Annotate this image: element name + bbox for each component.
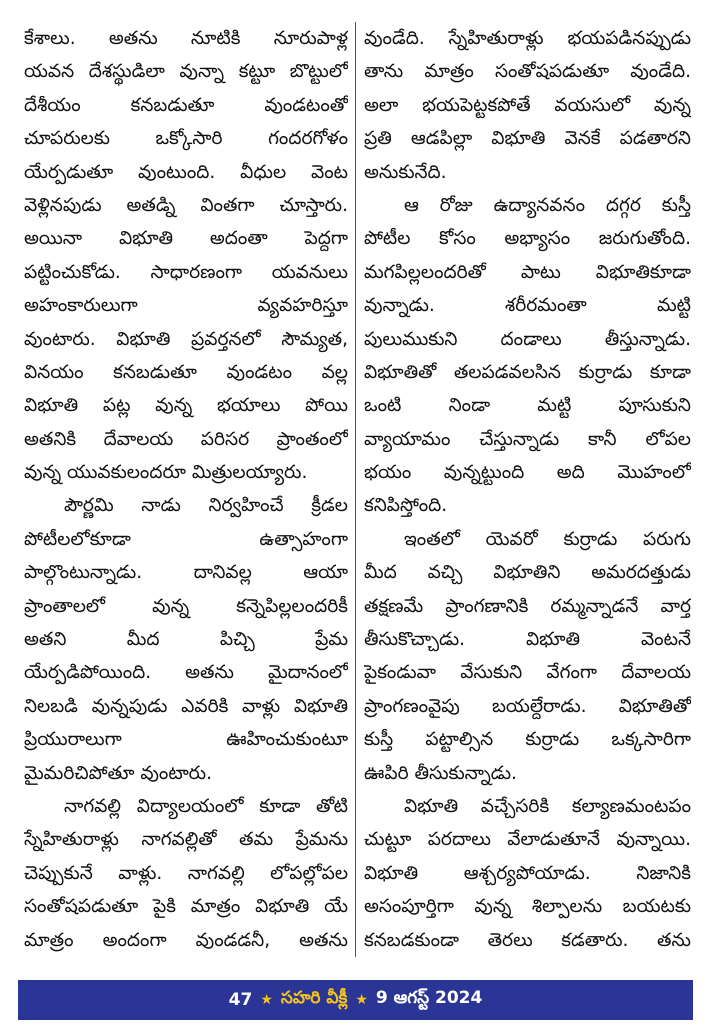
text-line: యేర్పడుతూ వుంటుంది. వీధుల వెంట: [24, 161, 348, 183]
right-column: [364, 22, 691, 960]
text-line: వెళ్లినపుడు అతడ్ని వింతగా చూస్తారు.: [24, 194, 348, 216]
text-line: విభూతి వచ్చేసరికి కల్యాణమంటపం: [404, 795, 691, 817]
text-line: నాగవల్లి విద్యాలయంలో కూడా తోటి: [64, 795, 348, 817]
text-line: వున్న యువకులందరూ మిత్రులయ్యారు.: [24, 462, 308, 484]
text-line: వినయం కనబడుతూ వుండటం వల్ల: [24, 361, 348, 383]
text-line: వుంటారు. విభూతి ప్రవర్తనలో సౌమ్యత,: [24, 328, 348, 350]
text-line: [24, 957, 348, 960]
text-line: భయం వున్నట్టుంది అది మొహంలో: [364, 462, 691, 484]
text-line: అహంకారులుగా వ్యవహరిస్తూ: [24, 295, 348, 317]
text-line: విభూతితో తలపడవలసిన కుర్రాడు కూడా: [364, 361, 691, 383]
text-line: ప్రియురాలుగా ఊహించుకుంటూ: [24, 729, 348, 751]
text-line: నిలబడి వున్నపుడు ఎవరికి వాళ్లు విభూతి: [24, 695, 348, 717]
text-line: యేర్పడిపోయింది. అతను మైదానంలో: [24, 662, 348, 684]
text-line: యవన దేశస్థుడిలా వున్నా కట్టూ బొట్టులో: [24, 61, 348, 83]
text-line: దేశీయం కనబడుతూ వుండటంతో: [24, 94, 348, 116]
text-line: [364, 957, 691, 960]
page-number: 47: [228, 990, 253, 1010]
text-line: వ్యాయామం చేస్తున్నాడు కానీ లోపల: [364, 428, 691, 450]
page-footer: [18, 980, 693, 1020]
text-line: అయినా విభూతి అదంతా పెద్దగా: [24, 228, 348, 250]
text-line: మగపిల్లలందరితో పాటు విభూతికూడా: [364, 261, 691, 283]
text-line: అలా భయపెట్టకపోతే వయసులో వున్న: [364, 94, 691, 116]
text-line: మాత్రం అందంగా వుండడనీ, అతను: [24, 929, 348, 951]
text-line: అతనికి దేవాలయ పరిసర ప్రాంతంలో: [24, 428, 348, 450]
text-line: కుస్తీ పట్టాల్సిన కుర్రాడు ఒక్కసారిగా: [364, 729, 691, 751]
text-line: పౌర్ణమి నాడు నిర్వహించే క్రీడల: [64, 495, 348, 517]
text-line: పైకండువా వేసుకుని వేగంగా దేవాలయ: [364, 662, 691, 684]
text-line: అసంపూర్తిగా వున్న శిల్పాలను బయటకు: [364, 896, 691, 918]
text-line: ప్రతి ఆడపిల్లా విభూతి వెనకే పడతారని: [364, 128, 691, 150]
text-line: కనబడకుండా తెరలు కడతారు. తను: [364, 929, 691, 951]
text-line: చెప్పుకునే వాళ్లు. నాగవల్లి లోపల్లోపల: [24, 862, 348, 884]
text-line: చూపరులకు ఒక్కోసారి గందరగోళం: [24, 128, 348, 150]
text-line: మీద వచ్చి విభూతిని అమరదత్తుడు: [364, 562, 691, 584]
issue-date: 9 ఆగస్ట్ 2024: [375, 988, 483, 1008]
text-line: పట్టించుకోడు. సాధారణంగా యవనులు: [24, 261, 348, 283]
text-line: పోటీల కోసం అభ్యాసం జరుగుతోంది.: [364, 228, 691, 250]
text-line: ఒంటి నిండా మట్టి పూసుకుని: [364, 395, 691, 417]
text-line: పాల్గొంటున్నాడు. దానివల్ల ఆయా: [24, 562, 348, 584]
text-line: పోటీలలోకూడా ఉత్సాహంగా: [24, 528, 348, 550]
text-line: ప్రాంగణంవైపు బయల్దేరాడు. విభూతితో: [364, 695, 691, 717]
text-line: ఆ రోజు ఉద్యానవనం దగ్గర కుస్తీ: [404, 194, 691, 216]
star-icon: ★: [260, 992, 273, 1008]
text-line: ప్రాంతాలలో వున్న కన్నెపిల్లలందరికీ: [24, 595, 348, 617]
text-line: ఊపిరి తీసుకున్నాడు.: [364, 762, 517, 784]
left-column: [24, 22, 348, 960]
text-line: తక్షణమే ప్రాంగణానికి రమ్మన్నాడనే వార్త: [364, 595, 691, 617]
text-line: విభూతి ఆశ్చర్యపోయాడు. నిజానికి: [364, 862, 691, 884]
star-icon: ★: [355, 992, 368, 1008]
text-line: కేశాలు. అతను నూటికి నూరుపాళ్ల: [24, 28, 348, 49]
text-line: విభూతి పట్ల వున్న భయాలు పోయి: [24, 395, 348, 417]
text-line: ఇంతలో యెవరో కుర్రాడు పరుగు: [404, 528, 691, 550]
text-line: పులుముకుని దండాలు తీస్తున్నాడు.: [364, 328, 691, 350]
text-line: చుట్టూ పరదాలు వేలాడుతూనే వున్నాయి.: [364, 829, 691, 851]
text-line: కనిపిస్తోంది.: [364, 495, 448, 517]
text-line: తీసుకొచ్చాడు. విభూతి వెంటనే: [364, 629, 691, 651]
text-line: సంతోషపడుతూ పైకి మాత్రం విభూతి యే: [24, 896, 348, 918]
text-line: వుండేది. స్నేహితురాళ్లు భయపడినప్పుడు: [364, 28, 691, 49]
text-line: అనుకునేది.: [364, 161, 447, 183]
text-line: మైమరిచిపోతూ వుంటారు.: [24, 762, 213, 784]
column-divider: [355, 22, 356, 957]
magazine-name: సహరి వీక్లీ: [280, 988, 348, 1008]
text-line: తాను మాత్రం సంతోషపడుతూ వుండేది.: [364, 61, 691, 83]
text-line: స్నేహితురాళ్లు నాగవల్లితో తమ ప్రేమను: [24, 829, 348, 851]
text-line: అతని మీద పిచ్చి ప్రేమ: [24, 629, 348, 651]
text-line: వున్నాడు. శరీరమంతా మట్టి: [364, 295, 691, 317]
